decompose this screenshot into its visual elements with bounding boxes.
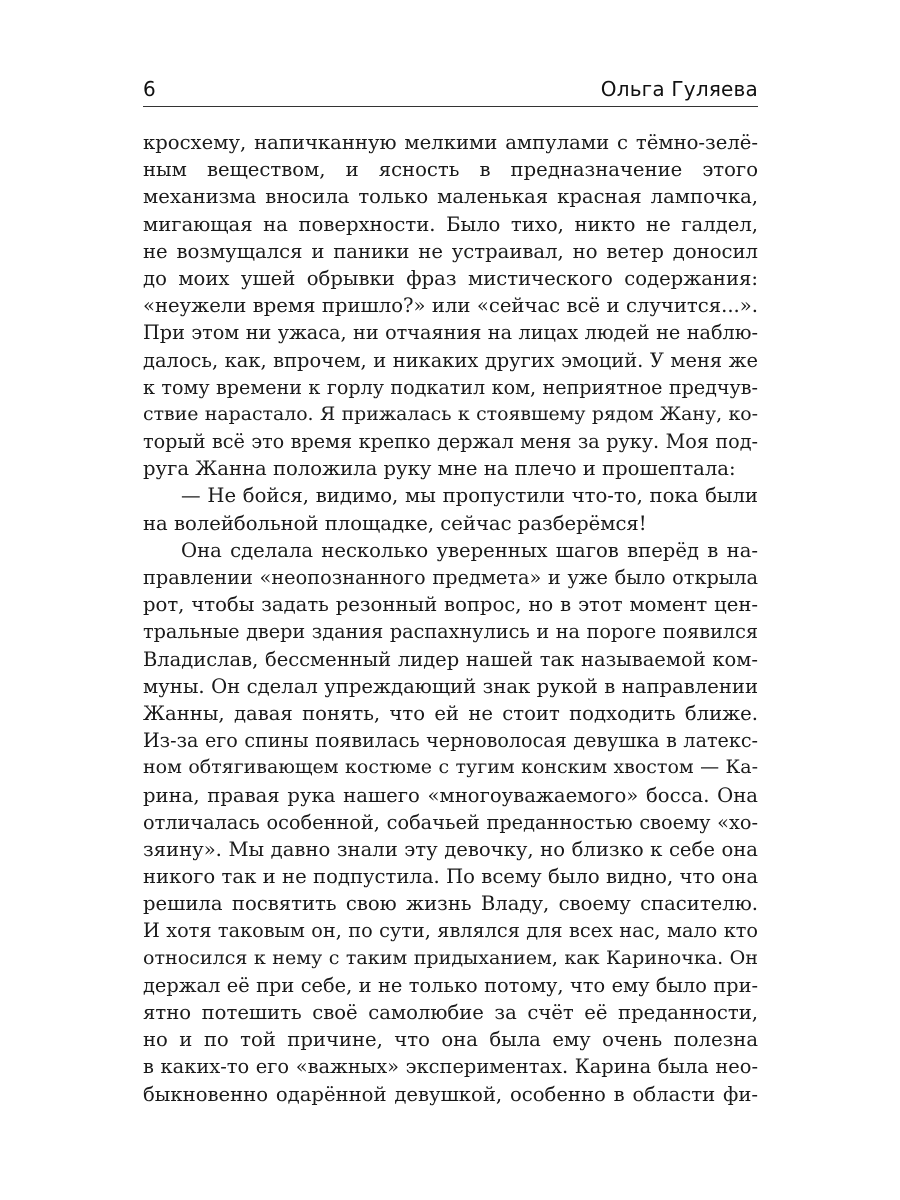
text-line: Жанны, давая понять, что ей не стоит подходить ближе.: [143, 701, 758, 725]
text-line: «неужели время пришло?» или «сейчас всё и случится...».: [143, 294, 758, 318]
text-line: в каких-то его «важных» экспериментах. Карина была нео-: [143, 1055, 758, 1079]
text-line: правлении «неопознанного предмета» и уже было открыла: [143, 566, 758, 589]
text-line: тральные двери здания распахнулись и на пороге появился: [143, 620, 758, 644]
text-line: ном обтягивающем костюме с тугим конским хвостом — Ка-: [143, 756, 758, 779]
text-line: Владислав, бессменный лидер нашей так называемой ком-: [143, 647, 758, 671]
text-line: не возмущался и паники не устраивал, но ветер доносил: [143, 239, 758, 263]
text-line: отличалась особенной, собачьей преданностью своему «хо-: [143, 810, 758, 834]
text-line: быкновенно одарённой девушкой, особенно в области фи-: [143, 1082, 758, 1106]
text-line: кросхему, напичканную мелкими ампулами с тёмно-зелё-: [143, 131, 758, 154]
text-line: далось, как, впрочем, и никаких других эмоций. У меня же: [143, 348, 758, 372]
text-line: ятно потешить своё самолюбие за счёт её преданности,: [143, 1001, 758, 1024]
page-header: [143, 76, 758, 106]
text-line: — Не бойся, видимо, мы пропустили что-то, пока были: [181, 484, 758, 508]
text-line: рина, правая рука нашего «многоуважаемого» босса. Она: [143, 783, 758, 807]
page-number: 6: [143, 77, 156, 101]
text-line: относился к нему с таким придыханием, как Кариночка. Он: [143, 946, 758, 969]
text-line: до моих ушей обрывки фраз мистического содержания:: [143, 266, 758, 290]
running-head-author: Ольга Гуляева: [600, 77, 758, 101]
text-line: держал её при себе, и не только потому, что ему было при-: [143, 973, 758, 997]
text-line: механизма вносила только маленькая красная лампочка,: [143, 185, 758, 209]
text-line: И хотя таковым он, по сути, являлся для всех нас, мало кто: [143, 919, 758, 943]
text-line: торый всё это время крепко держал меня за руку. Моя под-: [143, 430, 758, 454]
text-line: зяину». Мы давно знали эту девочку, но близко к себе она: [143, 837, 758, 861]
text-line: При этом ни ужаса, ни отчаяния на лицах людей не наблю-: [143, 321, 758, 345]
text-line: руга Жанна положила руку мне на плечо и прошептала:: [143, 457, 736, 481]
text-line: ствие нарастало. Я прижалась к стоявшему рядом Жану, ко-: [143, 402, 758, 425]
text-line: ным веществом, и ясность в предназначение этого: [143, 158, 758, 182]
text-line: на волейбольной площадке, сейчас разберёмся!: [143, 511, 647, 535]
text-line: решила посвятить свою жизнь Владу, своему спасителю.: [143, 892, 758, 916]
text-line: но и по той причине, что она была ему очень полезна: [143, 1028, 758, 1052]
text-line: Она сделала несколько уверенных шагов вперёд в на-: [181, 538, 758, 562]
text-line: рот, чтобы задать резонный вопрос, но в этот момент цен-: [143, 593, 758, 617]
body-text: [143, 129, 758, 1108]
header-rule: [143, 106, 758, 107]
text-line: муны. Он сделал упреждающий знак рукой в направлении: [143, 674, 758, 698]
text-line: никого так и не подпустила. По всему было видно, что она: [143, 865, 758, 889]
text-line: к тому времени к горлу подкатил ком, неприятное предчув-: [143, 375, 758, 399]
text-line: Из-за его спины появилась черноволосая девушка в латекс-: [143, 729, 758, 753]
text-line: мигающая на поверхности. Было тихо, никто не галдел,: [143, 212, 758, 236]
